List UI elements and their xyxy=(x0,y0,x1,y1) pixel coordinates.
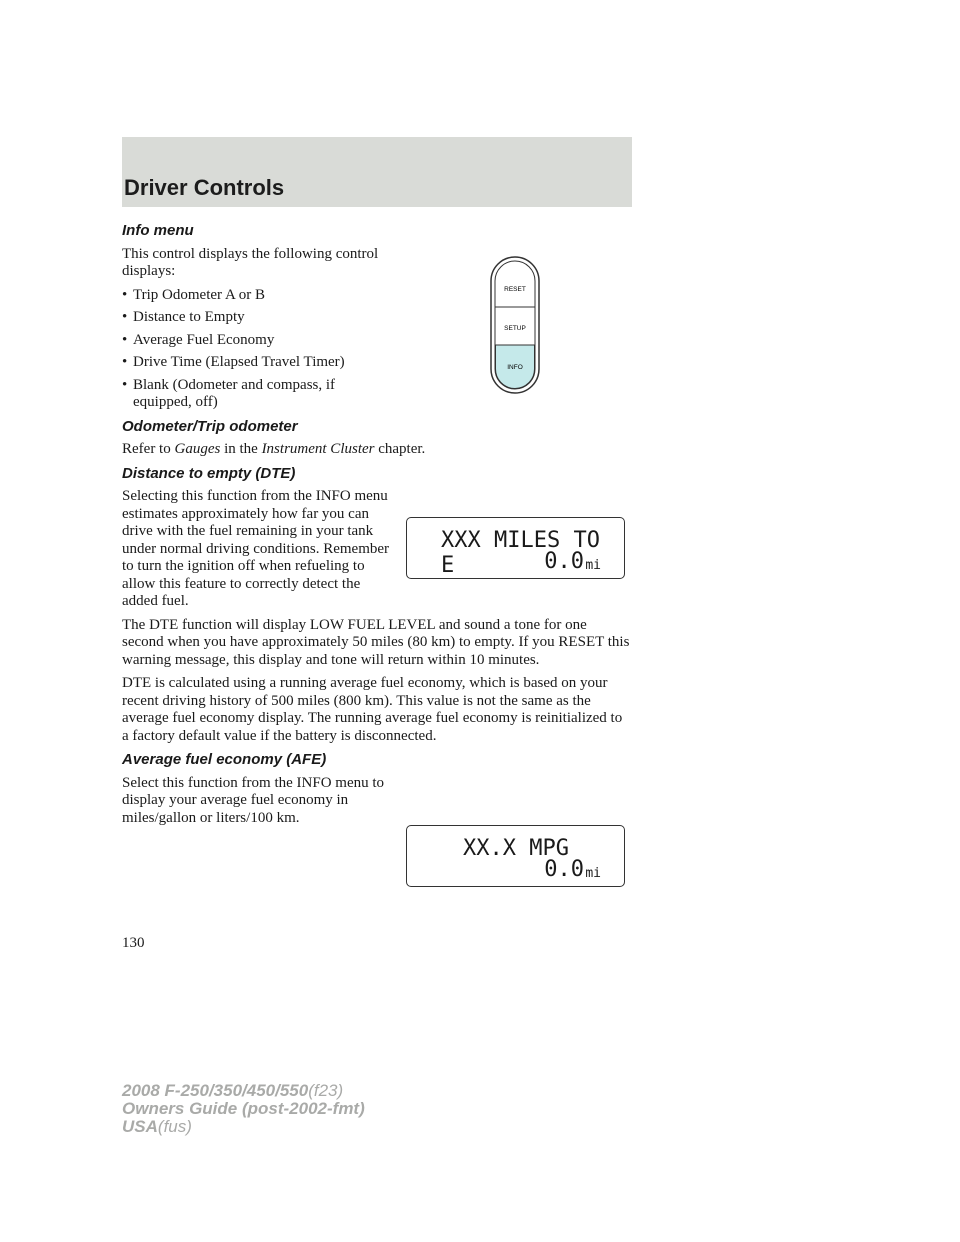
odometer-text: Refer to Gauges in the Instrument Cluster chapter. xyxy=(122,441,426,457)
dte-display-value: 0.0 xyxy=(544,549,584,574)
info-menu-heading: Info menu xyxy=(122,222,194,239)
afe-display-unit: mi xyxy=(585,866,601,881)
gauges-reference: Gauges xyxy=(174,441,221,457)
list-item: • Distance to Empty xyxy=(122,309,392,327)
dte-paragraph-3: DTE is calculated using a running average fuel economy, which is based on your recent driving history of 500 miles (800 km). This value is not the same as the average fuel economy display. The running average fuel economy is reinitialized to a factory default value if the battery is disconnected. xyxy=(122,675,623,744)
document-footer xyxy=(122,1082,365,1136)
footer-guide: Owners Guide (post-2002-fmt) xyxy=(122,1099,365,1118)
list-item: • Trip Odometer A or B xyxy=(122,287,392,305)
list-item: • Blank (Odometer and compass, if equipped, off) xyxy=(122,377,392,412)
info-button-label: INFO xyxy=(507,364,523,371)
info-menu-intro: This control displays the following control displays: xyxy=(122,245,379,279)
footer-model-code: (f23) xyxy=(308,1081,344,1100)
setup-button-label: SETUP xyxy=(504,325,526,332)
info-menu-list xyxy=(122,287,392,412)
dte-heading: Distance to empty (DTE) xyxy=(122,464,296,482)
afe-display-text: XX.X MPG xyxy=(463,836,569,861)
instrument-cluster-reference: Instrument Cluster xyxy=(261,441,375,457)
afe-display-illustration xyxy=(406,825,625,887)
footer-region-code: (fus) xyxy=(157,1117,192,1136)
footer-model: 2008 F-250/350/450/550 xyxy=(122,1081,309,1100)
afe-heading: Average fuel economy (AFE) xyxy=(122,751,327,768)
odometer-heading: Odometer/Trip odometer xyxy=(122,417,298,435)
section-title: Driver Controls xyxy=(124,175,285,200)
list-item: • Average Fuel Economy xyxy=(122,332,392,350)
dte-display-text: XXX MILES TO E xyxy=(441,528,600,578)
reset-button-label: RESET xyxy=(504,286,526,293)
list-item: • Drive Time (Elapsed Travel Timer) xyxy=(122,354,392,372)
section-header-band xyxy=(122,137,632,207)
dte-paragraph-2: The DTE function will display LOW FUEL LEVEL and sound a tone for one second when you have approximately 50 miles (80 km) to empty. If you RESET this warning message, this display and tone will return within 10 minutes. xyxy=(122,616,630,668)
afe-paragraph: Select this function from the INFO menu to display your average fuel economy in miles/gallon or liters/100 km. xyxy=(122,774,385,826)
dte-display-unit: mi xyxy=(585,558,601,573)
dte-display-illustration xyxy=(406,517,625,579)
footer-region: USA xyxy=(122,1117,158,1136)
dte-paragraph-1: Selecting this function from the INFO menu estimates approximately how far you can drive with the fuel remaining in your tank under normal driving conditions. Remember to turn the ignition off when refueling to allow this feature to correctly detect the added fuel. xyxy=(122,488,632,611)
afe-display-value: 0.0 xyxy=(544,857,584,882)
page-number: 130 xyxy=(122,935,145,951)
